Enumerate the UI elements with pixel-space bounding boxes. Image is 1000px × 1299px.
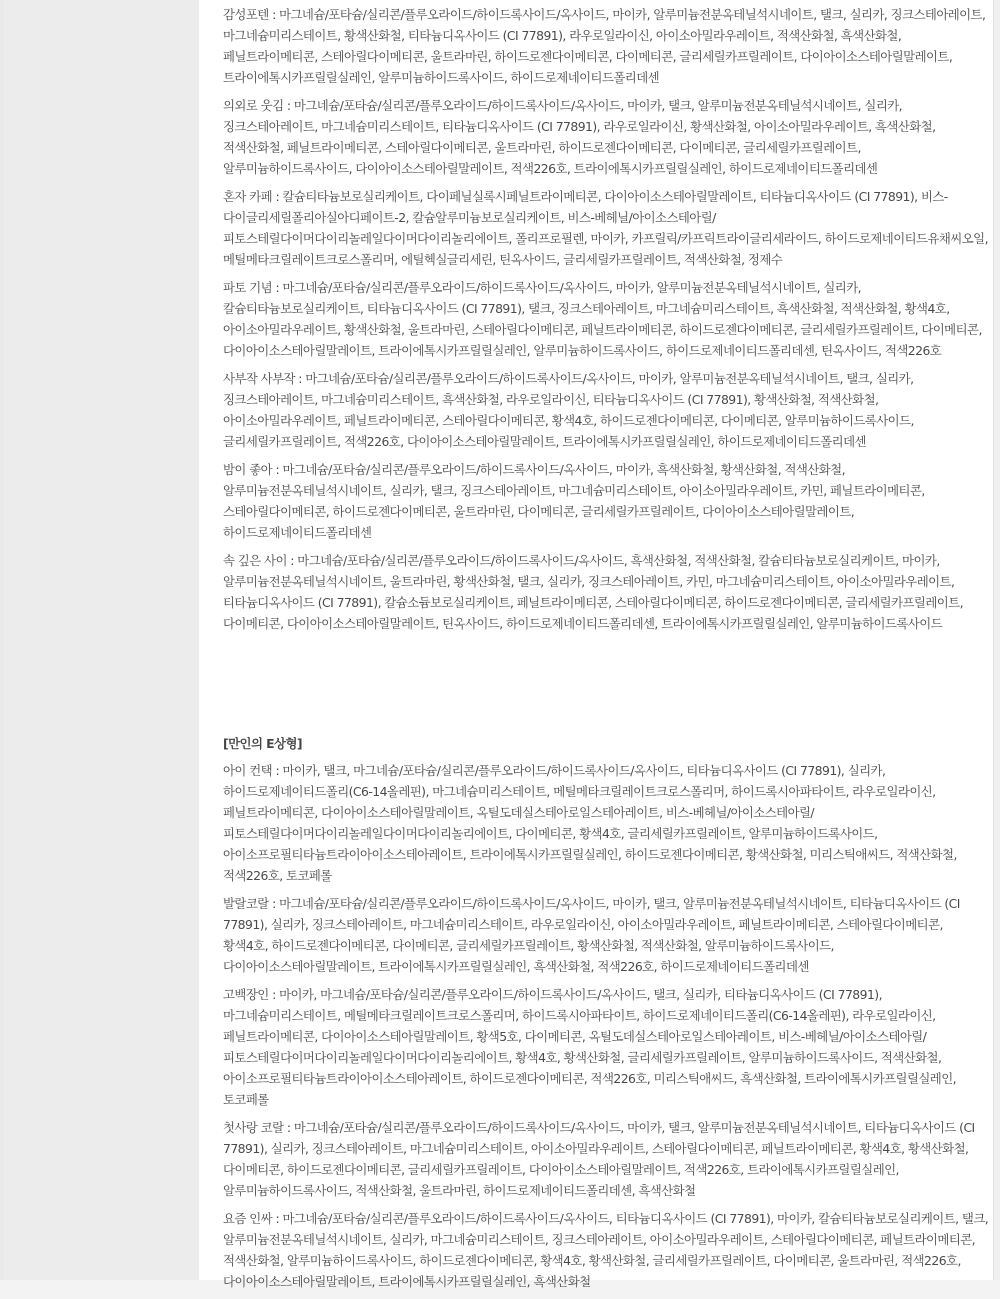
left-sidebar (4, 0, 199, 1280)
shade-name: 의외로 웃김 (223, 98, 284, 113)
ingredient-list: 마그네슘/포타슘/실리콘/플루오라이드/하이드록사이드/옥사이드, 마이카, 알루미늄전분옥테닐석시네이트, 실리카, 칼슘티타늄보로실리케이트, 티타늄디옥사이드 (CI 77891), 탤크, 징크스테아레이트, 마그네슘미리스테이트, 흑색산화철, 적색산화철, 황색4호, 아이소아밀라우레이트, 황색산화철, 울트라마린, 스테아릴다이메티콘, 페닐트라이메티콘, 하이드로젠다이메티콘, 글리세릴카프릴레이트, 다이메티콘, 다이아이소스테아릴말레이트, 트라이에톡시카프릴릴실레인, 알루미늄하이드록사이드, 하이드로제네이티드폴리데센, 틴옥사이드, 적색226호 (223, 280, 982, 358)
ingredient-entry: 아이 컨택 : 마이카, 탤크, 마그네슘/포타슘/실리콘/플루오라이드/하이드록사이드/옥사이드, 티타늄디옥사이드 (CI 77891), 실리카, 하이드로제네이티드폴리(C6-14올레핀), 마그네슘미리스테이트, 메틸메타크릴레이트크로스폴리머, 하이드록시아파타이트, 라우로일라이신, 페닐트라이메티콘, 다이아이소스테아릴말레이트, 옥틸도데실스테아로일스테아레이트, 비스-베헤닐/아이소스테아릴/피토스테릴다이머다이리놀레일다이머다이리놀리에이트, 다이메티콘, 황색4호, 글리세릴카프릴레이트, 알루미늄하이드록사이드, 아이소프로필티타늄트라이아이소스테아레이트, 트라이에톡시카프릴릴실레인, 하이드로젠다이메티콘, 황색산화철, 미리스틱애씨드, 적색산화철, 적색226호, 토코페롤 (223, 763, 957, 883)
shade-name: 속 깊은 사이 (223, 553, 287, 568)
shade-name: 감성포텐 (223, 7, 269, 22)
ingredient-entry: 고백장인 : 마이카, 마그네슘/포타슘/실리콘/플루오라이드/하이드록사이드/옥사이드, 탤크, 실리카, 티타늄디옥사이드 (CI 77891), 마그네슘미리스테이트, 메틸메타크릴레이트크로스폴리머, 하이드록시아파타이트, 하이드로제네이티드폴리(C6-14올레핀), 라우로일라이신, 페닐트라이메티콘, 다이아이소스테아릴말레이트, 황색5호, 다이메티콘, 옥틸도데실스테아로일스테아레이트, 비스-베헤닐/아이소스테아릴/피토스테릴다이머다이리놀레일다이머다이리놀리에이트, 황색4호, 황색산화철, 글리세릴카프릴레이트, 알루미늄하이드록사이드, 적색산화철, 아이소프로필티타늄트라이아이소스테아레이트, 하이드로젠다이메티콘, 적색226호, 미리스틱애씨드, 흑색산화철, 트라이에톡시카프릴릴실레인, 토코페롤 (223, 987, 957, 1107)
shade-name: 밤이 좋아 (223, 462, 273, 477)
shade-name: 파토 기념 (223, 280, 273, 295)
collection-heading: [만인의 E상형] (223, 736, 303, 751)
ingredient-list: 마이카, 탤크, 마그네슘/포타슘/실리콘/플루오라이드/하이드록사이드/옥사이드, 티타늄디옥사이드 (CI 77891), 실리카, 하이드로제네이티드폴리(C6-14올레핀), 마그네슘미리스테이트, 메틸메타크릴레이트크로스폴리머, 하이드록시아파타이트, 라우로일라이신, 페닐트라이메티콘, 다이아이소스테아릴말레이트, 옥틸도데실스테아로일스테아레이트, 비스-베헤닐/아이소스테아릴/피토스테릴다이머다이리놀레일다이머다이리놀리에이트, 다이메티콘, 황색4호, 글리세릴카프릴레이트, 알루미늄하이드록사이드, 아이소프로필티타늄트라이아이소스테아레이트, 트라이에톡시카프릴릴실레인, 하이드로젠다이메티콘, 황색산화철, 미리스틱애씨드, 적색산화철, 적색226호, 토코페롤 (223, 763, 957, 883)
ingredient-entry: 파토 기념 : 마그네슘/포타슘/실리콘/플루오라이드/하이드록사이드/옥사이드, 마이카, 알루미늄전분옥테닐석시네이트, 실리카, 칼슘티타늄보로실리케이트, 티타늄디옥사이드 (CI 77891), 탤크, 징크스테아레이트, 마그네슘미리스테이트, 흑색산화철, 적색산화철, 황색4호, 아이소아밀라우레이트, 황색산화철, 울트라마린, 스테아릴다이메티콘, 페닐트라이메티콘, 하이드로젠다이메티콘, 글리세릴카프릴레이트, 다이메티콘, 다이아이소스테아릴말레이트, 트라이에톡시카프릴릴실레인, 알루미늄하이드록사이드, 하이드로제네이티드폴리데센, 틴옥사이드, 적색226호 (223, 280, 982, 358)
shade-name: 발랄코랄 (223, 896, 269, 911)
ingredient-entry: 혼자 카페 : 칼슘티타늄보로실리케이트, 다이페닐실록시페닐트라이메티콘, 다이아이소스테아릴말레이트, 티타늄디옥사이드 (CI 77891), 비스-다이글리세릴폴리아실아디페이트-2, 칼슘알루미늄보로실리케이트, 비스-베헤닐/아이소스테아릴/피토스테릴다이머다이리놀레일다이머다이리놀리에이트, 폴리프로필렌, 마이카, 카프릴릭/카프릭트라이글리세라이드, 하이드로제네이티드유채씨오일, 메틸메타크릴레이트크로스폴리머, 에틸헥실글리세린, 틴옥사이드, 글리세릴카프릴레이트, 적색산화철, 정제수 (223, 189, 988, 267)
ingredient-entry: 사부작 사부작 : 마그네슘/포타슘/실리콘/플루오라이드/하이드록사이드/옥사이드, 마이카, 알루미늄전분옥테닐석시네이트, 탤크, 실리카, 징크스테아레이트, 마그네슘미리스테이트, 흑색산화철, 라우로일라이신, 티타늄디옥사이드 (CI 77891), 황색산화철, 적색산화철, 아이소아밀라우레이트, 페닐트라이메티콘, 스테아릴다이메티콘, 황색4호, 하이드로젠다이메티콘, 다이메티콘, 알루미늄하이드록사이드, 글리세릴카프릴레이트, 적색226호, 다이아이소스테아릴말레이트, 트라이에톡시카프릴릴실레인, 하이드로제네이티드폴리데센 (223, 371, 914, 449)
ingredient-list: 마그네슘/포타슘/실리콘/플루오라이드/하이드록사이드/옥사이드, 티타늄디옥사이드 (CI 77891), 마이카, 칼슘티타늄보로실리케이트, 탤크, 알루미늄전분옥테닐석시네이트, 실리카, 마그네슘미리스테이트, 징크스테아레이트, 아이소아밀라우레이트, 스테아릴다이메티콘, 페닐트라이메티콘, 적색산화철, 알루미늄하이드록사이드, 하이드로젠다이메티콘, 황색4호, 황색산화철, 글리세릴카프릴레이트, 다이메티콘, 울트라마린, 적색226호, 다이아이소스테아릴말레이트, 트라이에톡시카프릴릴실레인, 흑색산화철 (223, 1211, 989, 1289)
shade-name: 요즘 인싸 (223, 1211, 273, 1226)
ingredient-entry: 의외로 웃김 : 마그네슘/포타슘/실리콘/플루오라이드/하이드록사이드/옥사이드, 마이카, 탤크, 알루미늄전분옥테닐석시네이트, 실리카, 징크스테아레이트, 마그네슘미리스테이트, 티타늄디옥사이드 (CI 77891), 라우로일라이신, 황색산화철, 아이소아밀라우레이트, 흑색산화철, 적색산화철, 페닐트라이메티콘, 스테아릴다이메티콘, 울트라마린, 하이드로젠다이메티콘, 다이메티콘, 글리세릴카프릴레이트, 알루미늄하이드록사이드, 다이아이소스테아릴말레이트, 적색226호, 트라이에톡시카프릴릴실레인, 하이드로제네이티드폴리데센 (223, 98, 936, 176)
shade-name: 혼자 카페 (223, 189, 273, 204)
ingredient-entry: 발랄코랄 : 마그네슘/포타슘/실리콘/플루오라이드/하이드록사이드/옥사이드, 마이카, 탤크, 알루미늄전분옥테닐석시네이트, 티타늄디옥사이드 (CI 77891), 실리카, 징크스테아레이트, 마그네슘미리스테이트, 라우로일라이신, 아이소아밀라우레이트, 페닐트라이메티콘, 스테아릴다이메티콘, 황색4호, 하이드로젠다이메티콘, 다이메티콘, 글리세릴카프릴레이트, 황색산화철, 적색산화철, 알루미늄하이드록사이드, 다이아이소스테아릴말레이트, 트라이에톡시카프릴릴실레인, 흑색산화철, 적색226호, 하이드로제네이티드폴리데센 (223, 896, 960, 974)
ingredient-entry: 첫사랑 코랄 : 마그네슘/포타슘/실리콘/플루오라이드/하이드록사이드/옥사이드, 마이카, 탤크, 알루미늄전분옥테닐석시네이트, 티타늄디옥사이드 (CI 77891), 실리카, 징크스테아레이트, 마그네슘미리스테이트, 아이소아밀라우레이트, 스테아릴다이메티콘, 페닐트라이메티콘, 황색4호, 황색산화철, 다이메티콘, 하이드로젠다이메티콘, 글리세릴카프릴레이트, 다이아이소스테아릴말레이트, 적색226호, 트라이에톡시카프릴릴실레인, 알루미늄하이드록사이드, 적색산화철, 울트라마린, 하이드로제네이티드폴리데센, 흑색산화철 (223, 1120, 975, 1198)
ingredient-list: 마그네슘/포타슘/실리콘/플루오라이드/하이드록사이드/옥사이드, 마이카, 탤크, 알루미늄전분옥테닐석시네이트, 실리카, 징크스테아레이트, 마그네슘미리스테이트, 티타늄디옥사이드 (CI 77891), 라우로일라이신, 황색산화철, 아이소아밀라우레이트, 흑색산화철, 적색산화철, 페닐트라이메티콘, 스테아릴다이메티콘, 울트라마린, 하이드로젠다이메티콘, 다이메티콘, 글리세릴카프릴레이트, 알루미늄하이드록사이드, 다이아이소스테아릴말레이트, 적색226호, 트라이에톡시카프릴릴실레인, 하이드로제네이티드폴리데센 (223, 98, 936, 176)
ingredient-list: 마그네슘/포타슘/실리콘/플루오라이드/하이드록사이드/옥사이드, 마이카, 탤크, 알루미늄전분옥테닐석시네이트, 티타늄디옥사이드 (CI 77891), 실리카, 징크스테아레이트, 마그네슘미리스테이트, 라우로일라이신, 아이소아밀라우레이트, 페닐트라이메티콘, 스테아릴다이메티콘, 황색4호, 하이드로젠다이메티콘, 다이메티콘, 글리세릴카프릴레이트, 황색산화철, 적색산화철, 알루미늄하이드록사이드, 다이아이소스테아릴말레이트, 트라이에톡시카프릴릴실레인, 흑색산화철, 적색226호, 하이드로제네이티드폴리데센 (223, 896, 960, 974)
ingredient-list: 마그네슘/포타슘/실리콘/플루오라이드/하이드록사이드/옥사이드, 마이카, 알루미늄전분옥테닐석시네이트, 탤크, 실리카, 징크스테아레이트, 마그네슘미리스테이트, 흑색산화철, 라우로일라이신, 티타늄디옥사이드 (CI 77891), 황색산화철, 적색산화철, 아이소아밀라우레이트, 페닐트라이메티콘, 스테아릴다이메티콘, 황색4호, 하이드로젠다이메티콘, 다이메티콘, 알루미늄하이드록사이드, 글리세릴카프릴레이트, 적색226호, 다이아이소스테아릴말레이트, 트라이에톡시카프릴릴실레인, 하이드로제네이티드폴리데센 (223, 371, 914, 449)
ingredient-list: 마그네슘/포타슘/실리콘/플루오라이드/하이드록사이드/옥사이드, 마이카, 탤크, 알루미늄전분옥테닐석시네이트, 티타늄디옥사이드 (CI 77891), 실리카, 징크스테아레이트, 마그네슘미리스테이트, 아이소아밀라우레이트, 스테아릴다이메티콘, 페닐트라이메티콘, 황색4호, 황색산화철, 다이메티콘, 하이드로젠다이메티콘, 글리세릴카프릴레이트, 다이아이소스테아릴말레이트, 적색226호, 트라이에톡시카프릴릴실레인, 알루미늄하이드록사이드, 적색산화철, 울트라마린, 하이드로제네이티드폴리데센, 흑색산화철 (223, 1120, 975, 1198)
ingredient-entry: 요즘 인싸 : 마그네슘/포타슘/실리콘/플루오라이드/하이드록사이드/옥사이드, 티타늄디옥사이드 (CI 77891), 마이카, 칼슘티타늄보로실리케이트, 탤크, 알루미늄전분옥테닐석시네이트, 실리카, 마그네슘미리스테이트, 징크스테아레이트, 아이소아밀라우레이트, 스테아릴다이메티콘, 페닐트라이메티콘, 적색산화철, 알루미늄하이드록사이드, 하이드로젠다이메티콘, 황색4호, 황색산화철, 글리세릴카프릴레이트, 다이메티콘, 울트라마린, 적색226호, 다이아이소스테아릴말레이트, 트라이에톡시카프릴릴실레인, 흑색산화철 (223, 1211, 989, 1289)
shade-name: 아이 컨택 (223, 763, 273, 778)
ingredient-content-panel (199, 0, 994, 1289)
shade-name: 고백장인 (223, 987, 269, 1002)
ingredient-list: 마그네슘/포타슘/실리콘/플루오라이드/하이드록사이드/옥사이드, 흑색산화철, 적색산화철, 칼슘티타늄보로실리케이트, 마이카, 알루미늄전분옥테닐석시네이트, 울트라마린, 황색산화철, 탤크, 실리카, 징크스테아레이트, 카민, 마그네슘미리스테이트, 아이소아밀라우레이트, 티타늄디옥사이드 (CI 77891), 칼슘소듐보로실리케이트, 페닐트라이메티콘, 스테아릴다이메티콘, 하이드로젠다이메티콘, 글리세릴카프릴레이트, 다이메티콘, 다이아이소스테아릴말레이트, 틴옥사이드, 하이드로제네이티드폴리데센, 트라이에톡시카프릴릴실레인, 알루미늄하이드록사이드 (223, 553, 963, 631)
ingredient-section-2 (223, 760, 989, 1299)
ingredient-section-1 (223, 4, 989, 641)
ingredient-list: 마이카, 마그네슘/포타슘/실리콘/플루오라이드/하이드록사이드/옥사이드, 탤크, 실리카, 티타늄디옥사이드 (CI 77891), 마그네슘미리스테이트, 메틸메타크릴레이트크로스폴리머, 하이드록시아파타이트, 하이드로제네이티드폴리(C6-14올레핀), 라우로일라이신, 페닐트라이메티콘, 다이아이소스테아릴말레이트, 황색5호, 다이메티콘, 옥틸도데실스테아로일스테아레이트, 비스-베헤닐/아이소스테아릴/피토스테릴다이머다이리놀레일다이머다이리놀리에이트, 황색4호, 황색산화철, 글리세릴카프릴레이트, 알루미늄하이드록사이드, 적색산화철, 아이소프로필티타늄트라이아이소스테아레이트, 하이드로젠다이메티콘, 적색226호, 미리스틱애씨드, 흑색산화철, 트라이에톡시카프릴릴실레인, 토코페롤 (223, 987, 957, 1107)
ingredient-list: 마그네슘/포타슘/실리콘/플루오라이드/하이드록사이드/옥사이드, 마이카, 흑색산화철, 황색산화철, 적색산화철, 알루미늄전분옥테닐석시네이트, 실리카, 탤크, 징크스테아레이트, 마그네슘미리스테이트, 아이소아밀라우레이트, 카민, 페닐트라이메티콘, 스테아릴다이메티콘, 하이드로젠다이메티콘, 울트라마린, 다이메티콘, 글리세릴카프릴레이트, 다이아이소스테아릴말레이트, 하이드로제네이티드폴리데센 (223, 462, 925, 540)
ingredient-entry: 속 깊은 사이 : 마그네슘/포타슘/실리콘/플루오라이드/하이드록사이드/옥사이드, 흑색산화철, 적색산화철, 칼슘티타늄보로실리케이트, 마이카, 알루미늄전분옥테닐석시네이트, 울트라마린, 황색산화철, 탤크, 실리카, 징크스테아레이트, 카민, 마그네슘미리스테이트, 아이소아밀라우레이트, 티타늄디옥사이드 (CI 77891), 칼슘소듐보로실리케이트, 페닐트라이메티콘, 스테아릴다이메티콘, 하이드로젠다이메티콘, 글리세릴카프릴레이트, 다이메티콘, 다이아이소스테아릴말레이트, 틴옥사이드, 하이드로제네이티드폴리데센, 트라이에톡시카프릴릴실레인, 알루미늄하이드록사이드 (223, 553, 963, 631)
shade-name: 첫사랑 코랄 (223, 1120, 284, 1135)
ingredient-list: 마그네슘/포타슘/실리콘/플루오라이드/하이드록사이드/옥사이드, 마이카, 알루미늄전분옥테닐석시네이트, 탤크, 실리카, 징크스테아레이트, 마그네슘미리스테이트, 황색산화철, 티타늄디옥사이드 (CI 77891), 라우로일라이신, 아이소아밀라우레이트, 적색산화철, 흑색산화철, 페닐트라이메티콘, 스테아릴다이메티콘, 울트라마린, 하이드로젠다이메티콘, 다이메티콘, 글리세릴카프릴레이트, 다이아이소스테아릴말레이트, 트라이에톡시카프릴릴실레인, 알루미늄하이드록사이드, 하이드로제네이티드폴리데센 (223, 7, 986, 85)
ingredient-entry: 밤이 좋아 : 마그네슘/포타슘/실리콘/플루오라이드/하이드록사이드/옥사이드, 마이카, 흑색산화철, 황색산화철, 적색산화철, 알루미늄전분옥테닐석시네이트, 실리카, 탤크, 징크스테아레이트, 마그네슘미리스테이트, 아이소아밀라우레이트, 카민, 페닐트라이메티콘, 스테아릴다이메티콘, 하이드로젠다이메티콘, 울트라마린, 다이메티콘, 글리세릴카프릴레이트, 다이아이소스테아릴말레이트, 하이드로제네이티드폴리데센 (223, 462, 925, 540)
ingredient-entry: 감성포텐 : 마그네슘/포타슘/실리콘/플루오라이드/하이드록사이드/옥사이드, 마이카, 알루미늄전분옥테닐석시네이트, 탤크, 실리카, 징크스테아레이트, 마그네슘미리스테이트, 황색산화철, 티타늄디옥사이드 (CI 77891), 라우로일라이신, 아이소아밀라우레이트, 적색산화철, 흑색산화철, 페닐트라이메티콘, 스테아릴다이메티콘, 울트라마린, 하이드로젠다이메티콘, 다이메티콘, 글리세릴카프릴레이트, 다이아이소스테아릴말레이트, 트라이에톡시카프릴릴실레인, 알루미늄하이드록사이드, 하이드로제네이티드폴리데센 (223, 7, 986, 85)
ingredient-list: 칼슘티타늄보로실리케이트, 다이페닐실록시페닐트라이메티콘, 다이아이소스테아릴말레이트, 티타늄디옥사이드 (CI 77891), 비스-다이글리세릴폴리아실아디페이트-2, 칼슘알루미늄보로실리케이트, 비스-베헤닐/아이소스테아릴/피토스테릴다이머다이리놀레일다이머다이리놀리에이트, 폴리프로필렌, 마이카, 카프릴릭/카프릭트라이글리세라이드, 하이드로제네이티드유채씨오일, 메틸메타크릴레이트크로스폴리머, 에틸헥실글리세린, 틴옥사이드, 글리세릴카프릴레이트, 적색산화철, 정제수 (223, 189, 988, 267)
shade-name: 사부작 사부작 (223, 371, 295, 386)
right-gutter (994, 0, 1000, 1280)
